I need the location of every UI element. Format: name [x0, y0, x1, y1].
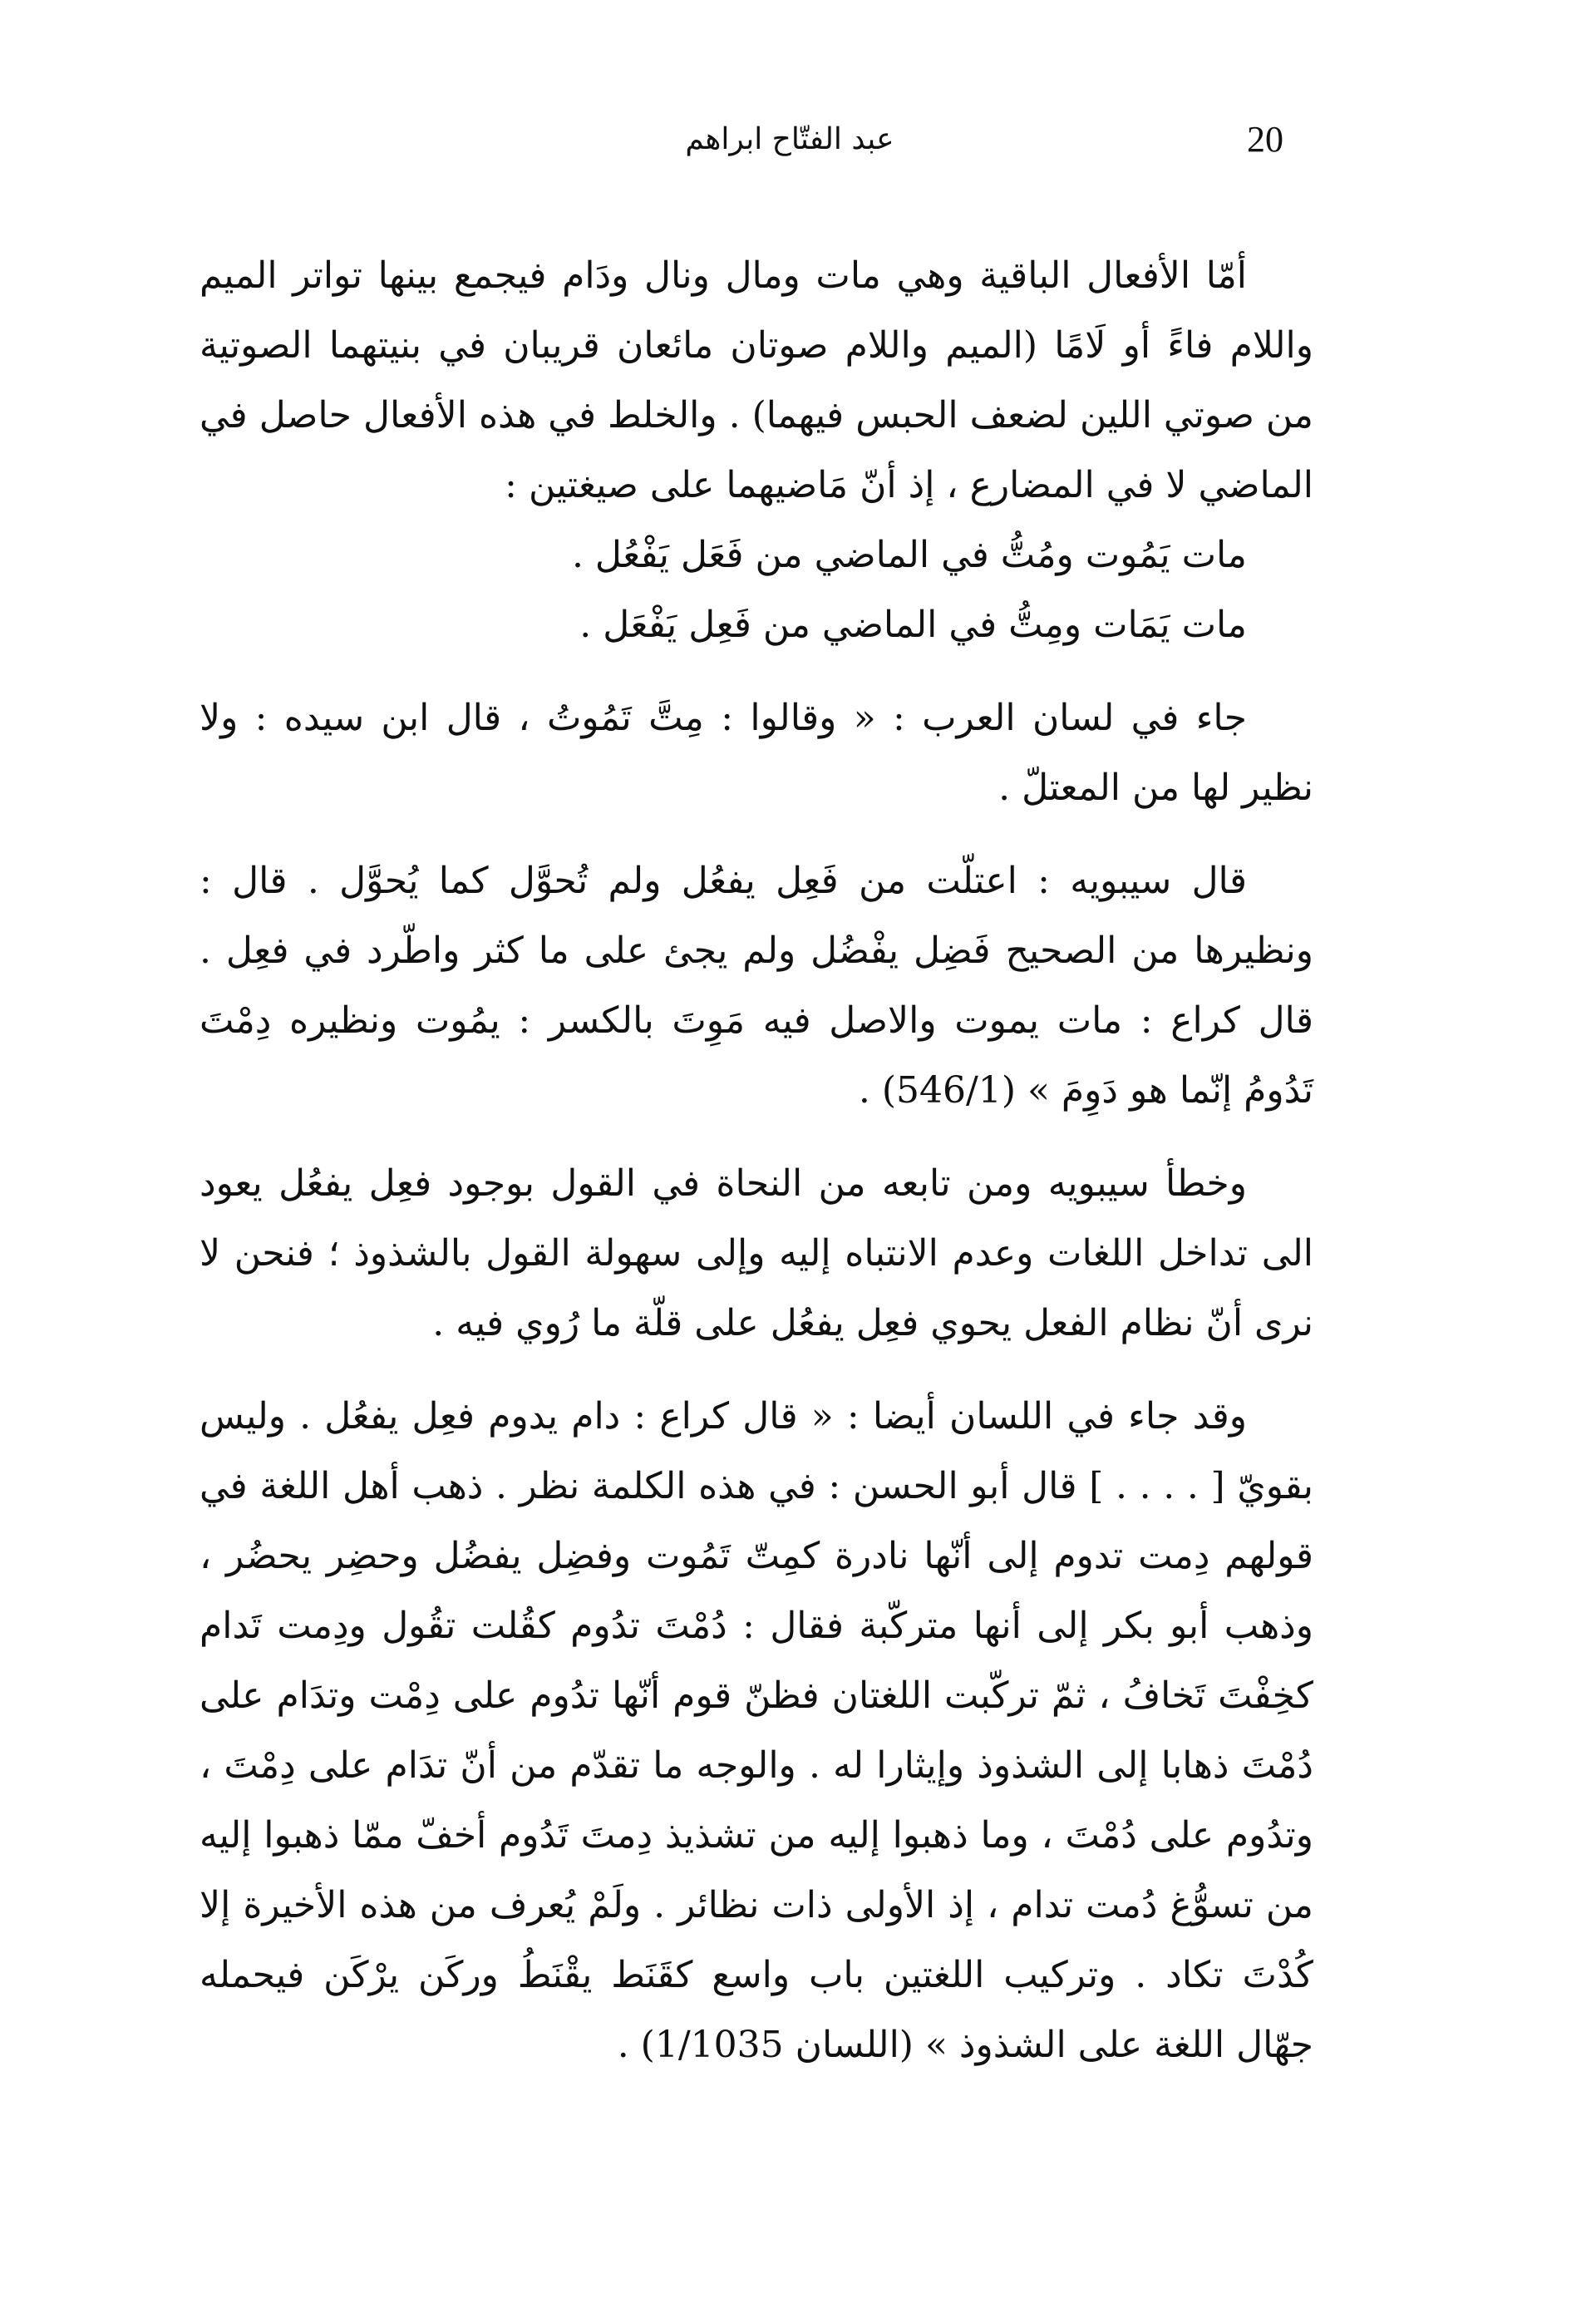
page-number: 20 — [1247, 119, 1283, 160]
body-text — [200, 241, 1313, 2103]
paragraph-5: وقد جاء في اللسان أيضا : « قال كراع : دام يدوم فعِل يفعُل . وليس بقويّ [ . . . . ] قال أبو الحسن : في هذه الكلمة نظر . ذهب أهل اللغة في قولهم دِمت تدوم إلى أنّها نادرة كمِتّ تَمُوت وفضِل يفضُل وحضِر يحضُر ، وذهب أبو بكر إلى أنها متركّبة فقال : دُمْتَ تدُوم كقُلت تقُول ودِمت تَدام كخِفْتَ تَخافُ ، ثمّ تركّبت اللغتان فظنّ قوم أنّها تدُوم على دِمْت وتدَام على دُمْتَ ذهابا إلى الشذوذ وإيثارا له . والوجه ما تقدّم من أنّ تدَام على دِمْتَ ، وتدُوم على دُمْتَ ، وما ذهبوا إليه من تشذيذ دِمتَ تَدُوم أخفّ ممّا ذهبوا إليه من تسوُّغ دُمت تدام ، إذ الأولى ذات نظائر . ولَمْ يُعرف من هذه الأخيرة إلا كُدْتَ تكاد . وتركيب اللغتين باب واسع كقَنَط يقْنَطُ وركَن يرْكَن فيحمله جهّال اللغة على الشذوذ » (اللسان 1/1035) . — [200, 1395, 1313, 2066]
verb-forms-list — [200, 520, 1313, 660]
verb-form-2: مات يَمَات ومِتُّ في الماضي من فَعِل يَفْعَل . — [579, 604, 1247, 646]
paragraph-2: جاء في لسان العرب : « وقالوا : مِتَّ تَمُوتُ ، قال ابن سيده : ولا نظير لها من المعتلّ . — [200, 697, 1313, 809]
paragraph-1: أمّا الأفعال الباقية وهي مات ومال ونال ودَام فيجمع بينها تواتر الميم واللام فاءً أو لَامًا (الميم واللام صوتان مائعان قريبان في بنيتهما الصوتية من صوتي اللين لضعف الحبس فيهما) . والخلط في هذه الأفعال حاصل في الماضي لا في المضارع ، إذ أنّ مَاضيهما على صيغتين : — [200, 254, 1313, 506]
running-head: عبد الفتّاح ابراهم — [685, 122, 894, 156]
paragraph-4: وخطأ سيبويه ومن تابعه من النحاة في القول بوجود فعِل يفعُل يعود الى تداخل اللغات وعدم الانتباه إليه وإلى سهولة القول بالشذوذ ؛ فنحن لا نرى أنّ نظام الفعل يحوي فعِل يفعُل على قلّة ما رُوي فيه . — [200, 1162, 1313, 1344]
verb-form-1: مات يَمُوت ومُتُّ في الماضي من فَعَل يَفْعُل . — [571, 534, 1247, 576]
paragraph-3: قال سيبويه : اعتلّت من فَعِل يفعُل ولم تُحوَّل كما يُحوَّل . قال : ونظيرها من الصحيح فَضِل يفْضُل ولم يجئ على ما كثر واطّرد في فعِل . قال كراع : مات يموت والاصل فيه مَوِتَ بالكسر : يمُوت ونظيره دِمْتَ تَدُومُ إنّما هو دَوِمَ » (546/1) . — [200, 860, 1313, 1112]
page-header — [200, 106, 1396, 173]
